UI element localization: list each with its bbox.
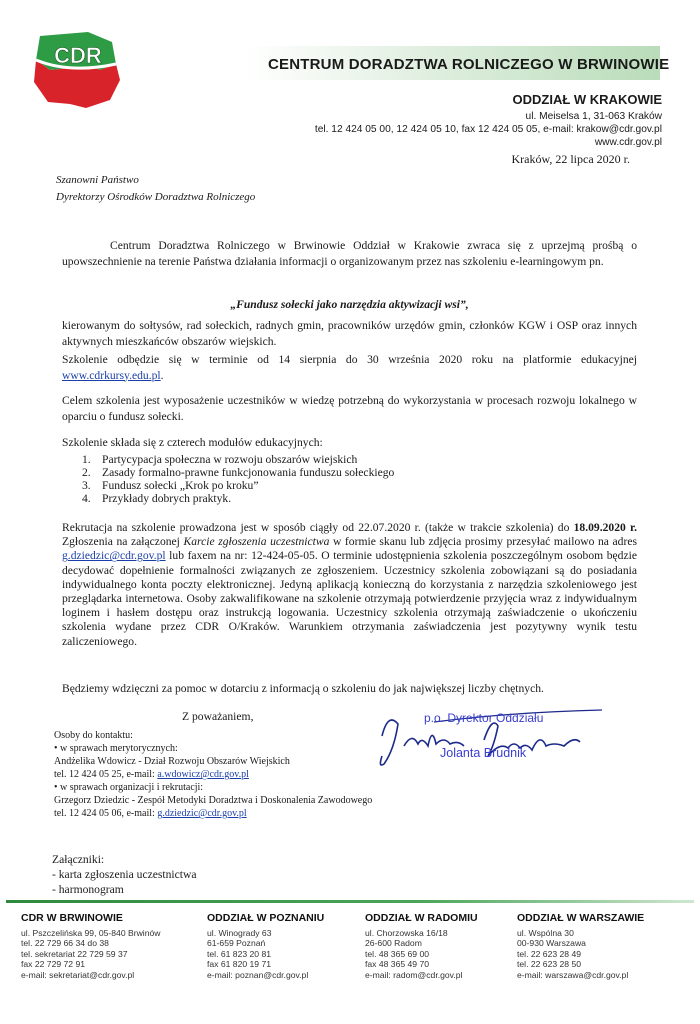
letter-date: Kraków, 22 lipca 2020 r. xyxy=(511,152,630,166)
salutation-line-2: Dyrektorzy Ośrodków Doradztwa Rolniczego xyxy=(56,191,256,203)
deadline-date: 18.09.2020 r. xyxy=(573,521,637,534)
office-line: ul. Chorzowska 16/18 xyxy=(365,927,448,938)
modules-list xyxy=(82,453,394,505)
footer-divider xyxy=(6,900,694,903)
office-line: e-mail: poznan@cdr.gov.pl xyxy=(207,969,309,980)
signatory-name: Jolanta Brudnik xyxy=(440,746,527,760)
module-num: 4. xyxy=(82,492,91,505)
office-line: tel. sekretariat 22 729 59 37 xyxy=(21,948,128,959)
office-line: e-mail: radom@cdr.gov.pl xyxy=(365,969,463,980)
module-text: Zasady formalno-prawne funkcjonowania funduszu sołeckiego xyxy=(102,466,395,479)
module-item xyxy=(82,466,394,479)
contact-person-1-phone xyxy=(54,768,372,781)
office-line: fax 48 365 49 70 xyxy=(365,959,430,970)
office-line: tel. 48 365 69 00 xyxy=(365,948,430,959)
contact-email-link[interactable]: a.wdowicz@cdr.gov.pl xyxy=(157,769,249,780)
office-line: ul. Winogrady 63 xyxy=(207,927,272,938)
contact-tel: tel. 12 424 05 06, e-mail: xyxy=(54,808,158,819)
module-item xyxy=(82,492,394,505)
paragraph-thanks: Będziemy wdzięczni za pomoc w dotarciu z informacją o szkoleniu do jak największej liczby chętnych. xyxy=(62,682,544,695)
footer-office-warszawa xyxy=(517,913,644,981)
attachment-item: - harmonogram xyxy=(52,883,124,896)
department-name: ODDZIAŁ W KRAKOWIE xyxy=(512,92,662,107)
paragraph-audience: kierowanym do sołtysów, rad sołeckich, radnych gmin, pracowników urzędów gmin, członków KGW i OSP oraz innych aktywnych mieszkańców obszarów wiejskich. xyxy=(62,319,637,348)
attachments xyxy=(52,852,197,897)
paragraph-recruitment xyxy=(62,521,637,649)
office-name: ODDZIAŁ W POZNANIU xyxy=(207,912,325,924)
contact-person-2: Grzegorz Dziedzic - Zespół Metodyki Doradztwa i Doskonalenia Zawodowego xyxy=(54,795,373,806)
paragraph-goal: Celem szkolenia jest wyposażenie uczestników w wiedzę potrzebną do wykorzystania w procesach rozwoju lokalnego w oparciu o fundusz sołecki. xyxy=(62,394,637,423)
modules-intro: Szkolenie składa się z czterech modułów edukacyjnych: xyxy=(62,436,323,449)
dates-end: . xyxy=(160,368,164,382)
module-item xyxy=(82,479,394,492)
office-line: tel. 22 623 28 49 xyxy=(517,948,582,959)
attachments-heading: Załączniki: xyxy=(52,853,105,866)
form-name: Karcie zgłoszenia uczestnictwa xyxy=(183,535,330,549)
office-line: e-mail: warszawa@cdr.gov.pl xyxy=(517,969,629,980)
contact-person-2-phone xyxy=(54,807,372,820)
office-line: 61-659 Poznań xyxy=(207,938,266,949)
office-line: fax 61 820 19 71 xyxy=(207,959,272,970)
paragraph-dates xyxy=(62,352,637,383)
paragraph-intro: Centrum Doradztwa Rolniczego w Brwinowie Oddział w Krakowie zwraca się z uprzejmą prośbą o upowszechnienie na terenie Państwa działania informacji o organizowanym przez nas szkoleniu e-learningowym pn. xyxy=(62,239,637,268)
module-num: 1. xyxy=(82,453,91,466)
office-line: e-mail: sekretariat@cdr.gov.pl xyxy=(21,969,135,980)
module-item xyxy=(82,453,394,466)
logo-text: CDR xyxy=(54,43,102,68)
contact-tel: tel. 12 424 05 25, e-mail: xyxy=(54,769,158,780)
office-name: ODDZIAŁ W WARSZAWIE xyxy=(517,912,645,924)
footer-office-brwinow xyxy=(21,913,160,981)
attachment-item: - karta zgłoszenia uczestnictwa xyxy=(52,868,197,881)
footer-office-poznan xyxy=(207,913,324,981)
module-num: 3. xyxy=(82,479,91,492)
contacts-subject-1: • w sprawach merytorycznych: xyxy=(54,743,178,754)
salutation-line-1: Szanowni Państwo xyxy=(56,174,139,186)
office-line: ul. Pszczelińska 99, 05-840 Brwinów xyxy=(21,927,161,938)
contact-email-link[interactable]: g.dziedzic@cdr.gov.pl xyxy=(157,808,247,819)
recruitment-text-b: Zgłoszenia na załączonej xyxy=(62,535,184,549)
course-title: „Fundusz sołecki jako narzędzia aktywizacji wsi”, xyxy=(230,298,469,311)
module-text: Fundusz sołecki „Krok po kroku” xyxy=(102,479,259,492)
recruitment-text-d: lub faxem na nr: 12-424-05-05. O terminie udostępnienia szkolenia poszczególnym osobom będzie decydować dopełnienie formalności związanych ze zgłoszeniem. Uczestnicy szkolenia zobowiązani są do posiadania indywidualnego konta poczty elektronicznej. Jedyną aplikacją konieczną do korzystania z narzędzia szkoleniowego jest przeglądarka internetowa. Osoby zakwalifikowane na szkolenie otrzymają potwierdzenie przyjęcia wraz z indywidualnym loginem i hasłem dostępu oraz instrukcją logowania. Uczestnicy szkolenia otrzymają zaświadczenie o ukończeniu szkolenia wydane przez CDR O/Kraków. Warunkiem otrzymania zaświadczenia jest pozytywny wynik testu zaliczeniowego. xyxy=(62,549,637,648)
platform-link[interactable]: www.cdrkursy.edu.pl xyxy=(62,368,161,382)
office-line: ul. Wspólna 30 xyxy=(517,927,574,938)
address-line: ul. Meiselsa 1, 31-063 Kraków xyxy=(525,111,662,122)
recruitment-email-link[interactable]: g.dziedzic@cdr.gov.pl xyxy=(62,549,166,563)
office-line: 26-600 Radom xyxy=(365,938,422,949)
module-num: 2. xyxy=(82,466,91,479)
dates-text: Szkolenie odbędzie się w terminie od 14 sierpnia do 30 września 2020 roku na platformie edukacyjnej xyxy=(62,353,637,366)
signatory-role: p.o. Dyrektor Oddziału xyxy=(424,711,544,725)
office-name: ODDZIAŁ W RADOMIU xyxy=(365,912,478,924)
office-line: tel. 22 623 28 50 xyxy=(517,959,582,970)
org-title: CENTRUM DORADZTWA ROLNICZEGO W BRWINOWIE xyxy=(268,56,670,73)
cdr-logo xyxy=(30,30,122,112)
module-text: Przykłady dobrych praktyk. xyxy=(102,492,232,505)
recruitment-text-c: w formie skanu lub zdjęcia prosimy przesyłać mailowo na adres xyxy=(329,535,637,549)
contacts-heading: Osoby do kontaktu: xyxy=(54,730,133,741)
recruitment-text-a: Rekrutacja na szkolenie prowadzona jest w sposób ciągły od 22.07.2020 r. (także w trakcie szkolenia) do xyxy=(62,521,570,534)
contacts-block xyxy=(54,729,372,820)
module-text: Partycypacja społeczna w rozwoju obszarów wiejskich xyxy=(102,453,358,466)
regards: Z poważaniem, xyxy=(182,710,254,723)
contacts-subject-2: • w sprawach organizacji i rekrutacji: xyxy=(54,782,204,793)
office-line: 00-930 Warszawa xyxy=(517,938,586,949)
footer-office-radom xyxy=(365,913,478,981)
website-line: www.cdr.gov.pl xyxy=(594,137,662,148)
office-line: tel. 22 729 66 34 do 38 xyxy=(21,938,109,949)
office-name: CDR W BRWINOWIE xyxy=(21,912,123,924)
office-line: tel. 61 823 20 81 xyxy=(207,948,272,959)
contact-person-1: Andżelika Wdowicz - Dział Rozwoju Obszarów Wiejskich xyxy=(54,756,290,767)
office-line: fax 22 729 72 91 xyxy=(21,959,86,970)
contact-line: tel. 12 424 05 00, 12 424 05 10, fax 12 424 05 05, e-mail: krakow@cdr.gov.pl xyxy=(314,124,662,135)
